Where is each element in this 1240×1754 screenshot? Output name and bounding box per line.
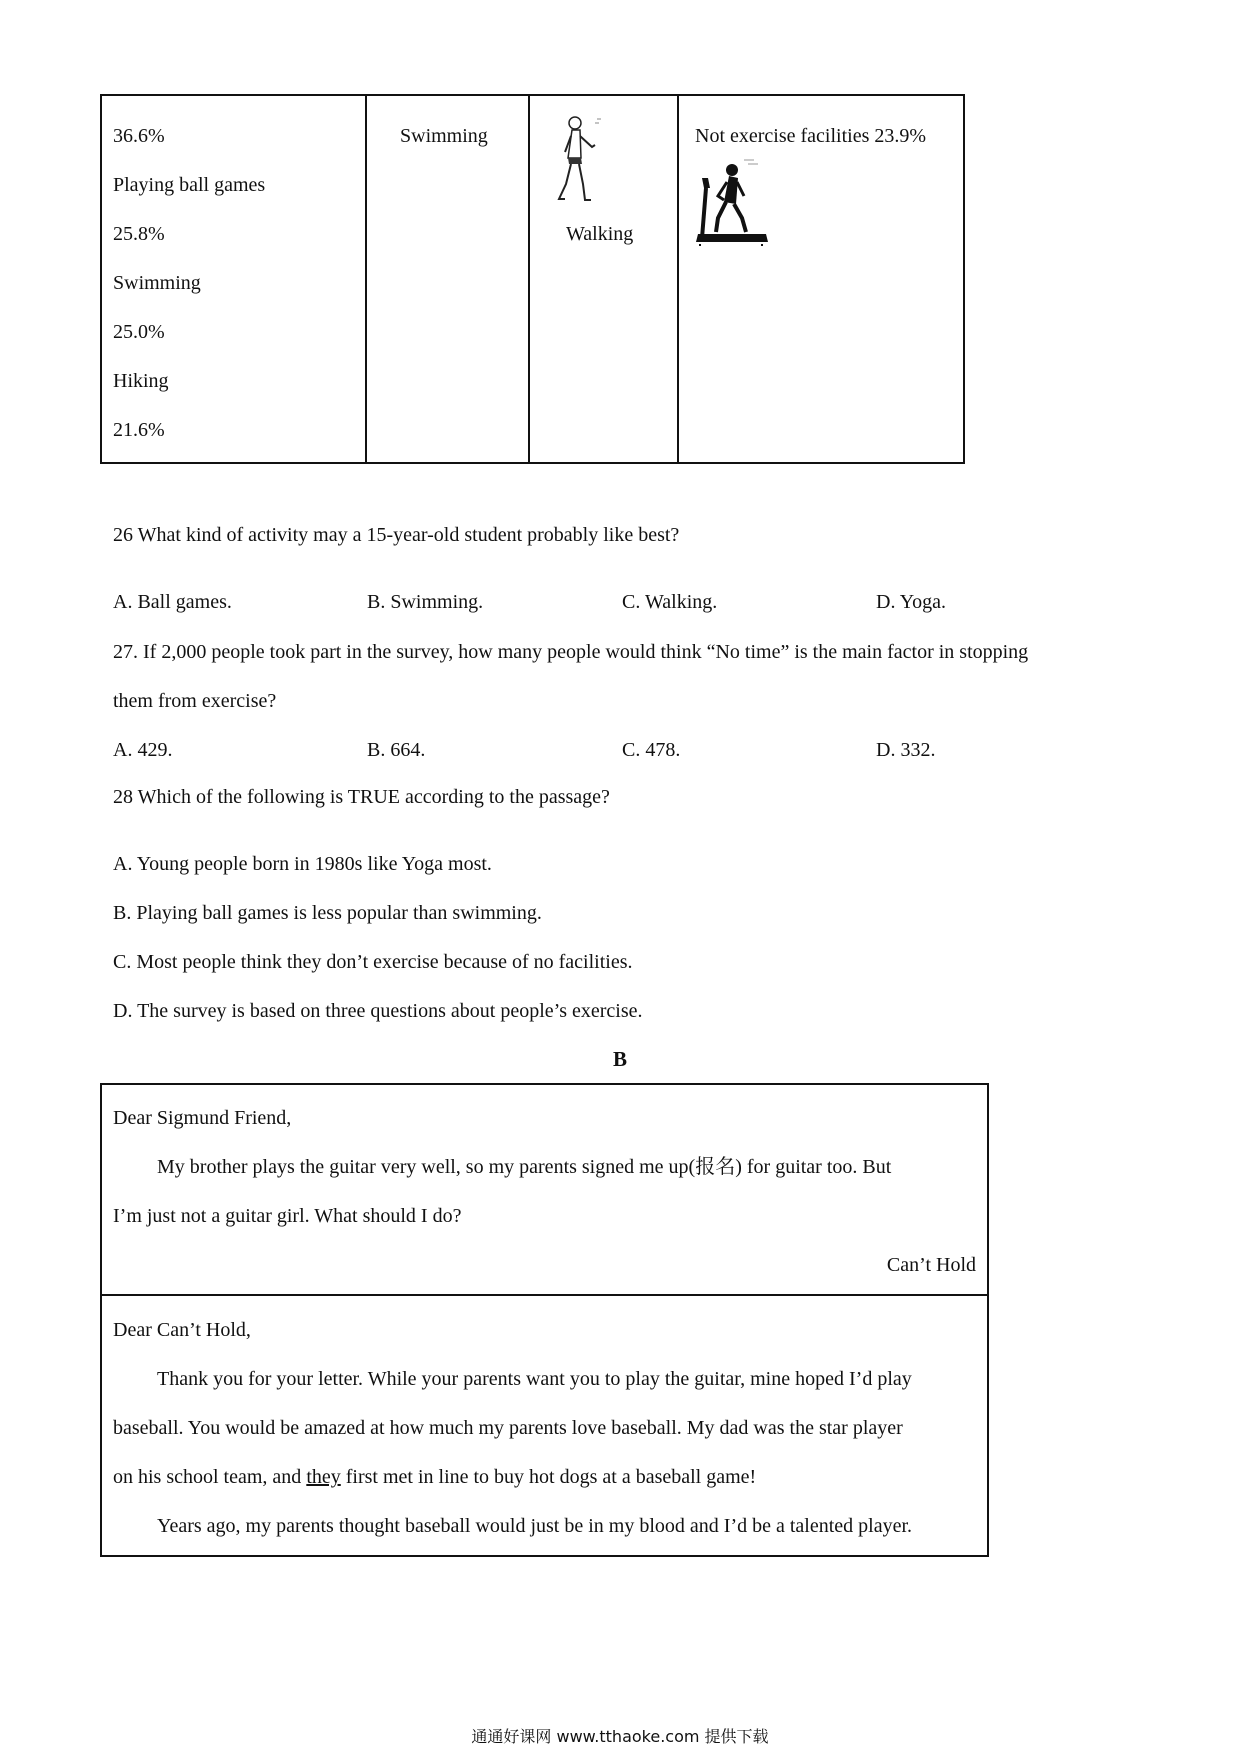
q28-option-b: B. Playing ball games is less popular than swimming. xyxy=(113,902,542,924)
question-26: 26 What kind of activity may a 15-year-old student probably like best? xyxy=(113,524,680,546)
letter-box-request xyxy=(100,1083,989,1296)
survey-col2-label: Swimming xyxy=(400,125,488,147)
survey-activity: Swimming xyxy=(113,272,201,294)
survey-col3-label: Walking xyxy=(566,223,634,245)
q26-option-c: C. Walking. xyxy=(622,591,718,613)
section-b-heading: B xyxy=(612,1047,627,1071)
letter2-salutation: Dear Can’t Hold, xyxy=(113,1319,251,1341)
letter2-line4: Years ago, my parents thought baseball would just be in my blood and I’d be a talented player. xyxy=(157,1515,913,1537)
footer-download-note: 通通好课网 www.tthaoke.com 提供下载 xyxy=(471,1727,769,1746)
q27-option-a: A. 429. xyxy=(113,739,173,761)
q26-option-a: A. Ball games. xyxy=(113,591,232,613)
letter2-line3 xyxy=(113,1465,756,1489)
letter1-line1: My brother plays the guitar very well, so my parents signed me up(报名) for guitar too. But xyxy=(157,1156,892,1178)
q27-option-d: D. 332. xyxy=(876,739,936,761)
treadmill-runner-icon xyxy=(692,158,772,246)
survey-value: 25.8% xyxy=(113,223,165,245)
letter2-line1: Thank you for your letter. While your parents want you to play the guitar, mine hoped I’d play xyxy=(157,1368,912,1390)
q26-option-b: B. Swimming. xyxy=(367,591,484,613)
survey-value: 21.6% xyxy=(113,419,165,441)
q27-option-b: B. 664. xyxy=(367,739,426,761)
q26-option-d: D. Yoga. xyxy=(876,591,947,613)
survey-value: 25.0% xyxy=(113,321,165,343)
letter1-salutation: Dear Sigmund Friend, xyxy=(113,1107,292,1129)
q28-option-d: D. The survey is based on three questions about people’s exercise. xyxy=(113,1000,643,1022)
survey-col4-label: Not exercise facilities 23.9% xyxy=(695,125,927,147)
q27-option-c: C. 478. xyxy=(622,739,681,761)
question-27-line1: 27. If 2,000 people took part in the survey, how many people would think “No time” is the main factor in stopping xyxy=(113,641,1029,663)
underlined-word-they: they xyxy=(306,1466,341,1488)
question-27-line2: them from exercise? xyxy=(113,690,277,712)
survey-activity: Playing ball games xyxy=(113,174,266,196)
letter-box-reply xyxy=(100,1294,989,1557)
letter2-line3-post: first met in line to buy hot dogs at a baseball game! xyxy=(340,1466,757,1488)
question-28: 28 Which of the following is TRUE according to the passage? xyxy=(113,786,610,808)
q28-option-c: C. Most people think they don’t exercise because of no facilities. xyxy=(113,951,633,973)
q28-option-a: A. Young people born in 1980s like Yoga most. xyxy=(113,853,492,875)
letter2-line3-pre: on his school team, and xyxy=(113,1466,307,1488)
letter1-line2: I’m just not a guitar girl. What should I do? xyxy=(113,1205,462,1227)
letter2-line2: baseball. You would be amazed at how much my parents love baseball. My dad was the star player xyxy=(113,1417,903,1439)
letter1-signature: Can’t Hold xyxy=(886,1254,976,1276)
walking-person-icon xyxy=(547,114,607,206)
survey-table xyxy=(100,94,965,464)
survey-activity: Hiking xyxy=(113,370,169,392)
column-divider xyxy=(528,96,530,462)
survey-value: 36.6% xyxy=(113,125,165,147)
column-divider xyxy=(677,96,679,462)
column-divider xyxy=(365,96,367,462)
